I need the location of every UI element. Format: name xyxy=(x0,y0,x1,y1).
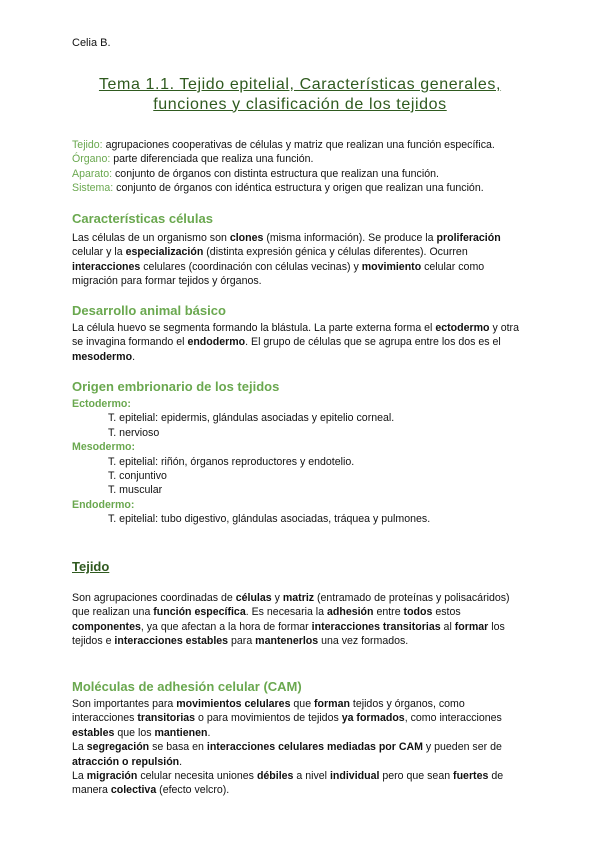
cam-paragraph-1: Son importantes para movimientos celulares que forman tejidos y órganos, como interacciones transitorias o para movimientos de tejidos ya formados, como interacciones estables que los mantienen. xyxy=(72,698,502,739)
definition-text: agrupaciones cooperativas de células y matriz que realizan una función específica. xyxy=(102,139,495,151)
definition-term: Sistema: xyxy=(72,182,114,195)
ectodermo-label: Ectodermo: xyxy=(72,398,131,410)
definitions-list xyxy=(72,138,530,196)
mesodermo-label: Mesodermo: xyxy=(72,441,135,454)
list-item: T. epitelial: riñón, órganos reproductores y endotelio. xyxy=(108,455,355,468)
definition-aparato xyxy=(72,167,530,181)
list-item: T. epitelial: tubo digestivo, glándulas asociadas, tráquea y pulmones. xyxy=(108,513,431,526)
definition-text: conjunto de órganos con distinta estructura que realizan una función. xyxy=(112,167,439,180)
definition-organo xyxy=(72,152,530,166)
list-item: T. epitelial: epidermis, glándulas asociadas y epitelio corneal. xyxy=(108,412,395,425)
definition-term: Tejido: xyxy=(72,139,103,151)
list-item: T. nervioso xyxy=(108,426,160,439)
caracteristicas-paragraph: Las células de un organismo son clones (misma información). Se produce la proliferación celular y la especialización (distinta expresión génica y células diferentes). Ocurren interacciones celulares (coordinación con células vecinas) y movimiento celular como migración para formar tejidos y órganos. xyxy=(72,232,501,288)
list-item: T. conjuntivo xyxy=(108,470,167,483)
section-heading-cam: Moléculas de adhesión celular (CAM) xyxy=(72,679,302,694)
origen-list xyxy=(72,397,530,527)
cam-paragraph-3: La migración celular necesita uniones débiles a nivel individual pero que sean fuertes de manera colectiva (efecto velcro). xyxy=(72,770,504,797)
page-title: Tema 1.1. Tejido epitelial, Características generales, funciones y clasificación de los tejidos xyxy=(98,76,502,113)
tejido-paragraph: Son agrupaciones coordinadas de células y matriz (entramado de proteínas y polisacáridos) que realizan una función específica. Es necesaria la adhesión entre todos estos componentes, ya que afectan a la hora de formar interacciones transitorias al formar los tejidos e interacciones estables para mantenerlos una vez formados. xyxy=(72,592,510,648)
endodermo-label: Endodermo: xyxy=(72,498,135,511)
definition-term: Aparato: xyxy=(72,167,113,180)
definition-tejido xyxy=(72,138,530,152)
definition-term: Órgano: xyxy=(72,153,111,166)
cam-paragraphs xyxy=(72,697,530,798)
cam-paragraph-2: La segregación se basa en interacciones celulares mediadas por CAM y pueden ser de atracción o repulsión. xyxy=(72,741,502,768)
definition-sistema xyxy=(72,181,530,195)
list-item: T. muscular xyxy=(108,484,163,497)
definition-text: parte diferenciada que realiza una función. xyxy=(110,153,314,166)
desarrollo-paragraph: La célula huevo se segmenta formando la blástula. La parte externa forma el ectodermo y otra se invagina formando el endodermo. El grupo de células que se agrupa entre los dos es el mesodermo. xyxy=(72,322,519,363)
section-heading-tejido: Tejido xyxy=(72,559,110,574)
definition-text: conjunto de órganos con idéntica estructura y origen que realizan una función. xyxy=(113,182,484,195)
author-name: Celia B. xyxy=(72,37,111,49)
section-heading-origen: Origen embrionario de los tejidos xyxy=(72,379,280,394)
section-heading-caracteristicas: Características células xyxy=(72,211,213,226)
section-heading-desarrollo: Desarrollo animal básico xyxy=(72,303,226,318)
